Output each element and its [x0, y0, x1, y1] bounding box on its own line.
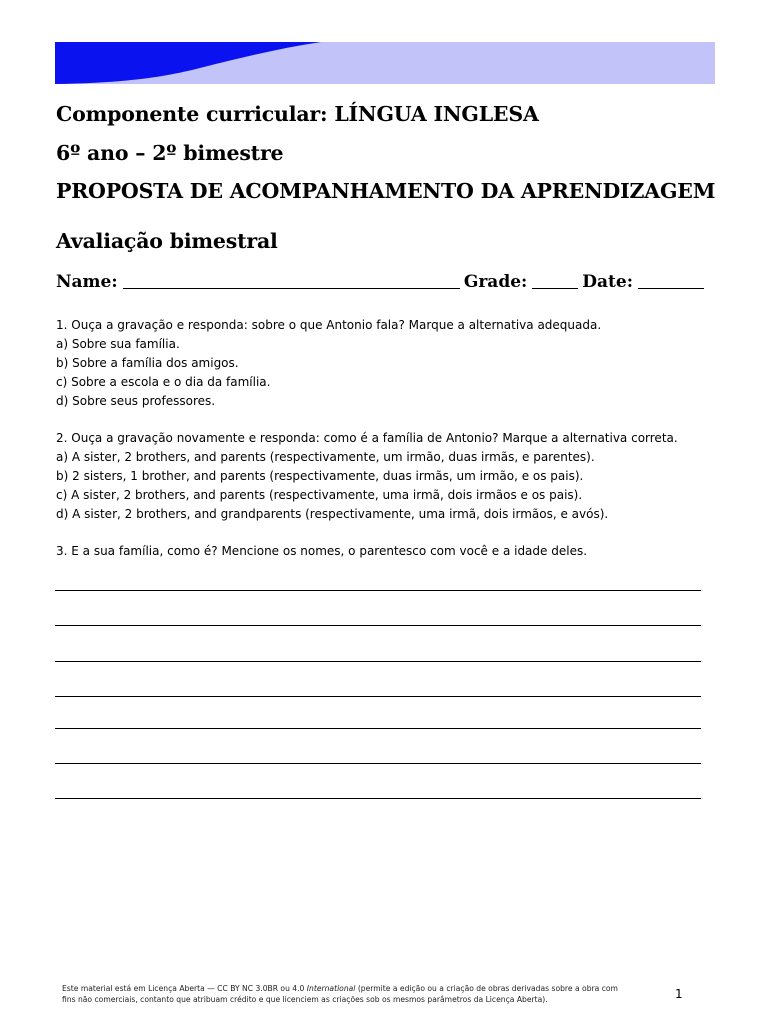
proposal-title: PROPOSTA DE ACOMPANHAMENTO DA APRENDIZAGEM [56, 179, 716, 203]
question-2 [56, 429, 716, 524]
license-footer [62, 983, 662, 1005]
question-2-option-c[interactable]: c) A sister, 2 brothers, and parents (respectivamente, uma irmã, dois irmãos e os pais). [56, 488, 583, 502]
license-text-line2: fins não comerciais, contanto que atribuam crédito e que licenciem as criações sob os mesmos parâmetros da Licença Aberta). [62, 995, 548, 1004]
answer-line[interactable] [55, 798, 701, 799]
grade-label: Grade: [463, 272, 528, 292]
name-field[interactable] [123, 272, 460, 289]
license-text-end: (permite a edição ou a criação de obras derivadas sobre a obra com [355, 984, 618, 993]
license-text-start: Este material está em Licença Aberta — CC BY NC 3.0BR ou 4.0 [62, 984, 307, 993]
question-1-option-d[interactable]: d) Sobre seus professores. [56, 394, 216, 408]
answer-line[interactable] [55, 728, 701, 729]
answer-line[interactable] [55, 763, 701, 764]
license-text-italic: International [306, 984, 356, 993]
question-2-option-b[interactable]: b) 2 sisters, 1 brother, and parents (respectivamente, duas irmãs, um irmão, e os pais). [56, 469, 584, 483]
answer-line[interactable] [55, 661, 701, 662]
answer-line[interactable] [55, 696, 701, 697]
question-1 [56, 316, 716, 411]
question-1-option-b[interactable]: b) Sobre a família dos amigos. [56, 356, 239, 370]
question-1-option-a[interactable]: a) Sobre sua família. [56, 337, 180, 351]
component-title: Componente curricular: LÍNGUA INGLESA [56, 102, 539, 126]
grade-field[interactable] [532, 272, 578, 289]
question-3-prompt: 3. E a sua família, como é? Mencione os nomes, o parentesco com você e a idade deles. [56, 544, 588, 558]
page-number: 1 [675, 987, 683, 1001]
question-2-option-d[interactable]: d) A sister, 2 brothers, and grandparents (respectivamente, uma irmã, dois irmãos, e avós). [56, 507, 609, 521]
question-1-prompt: 1. Ouça a gravação e responda: sobre o que Antonio fala? Marque a alternativa adequada. [56, 318, 602, 332]
header-banner [55, 42, 715, 84]
date-field[interactable] [638, 272, 704, 289]
year-title: 6º ano – 2º bimestre [56, 141, 284, 165]
answer-line[interactable] [55, 590, 701, 591]
question-2-option-a[interactable]: a) A sister, 2 brothers, and parents (respectivamente, um irmão, duas irmãs, e parentes). [56, 450, 595, 464]
name-label: Name: [56, 272, 118, 292]
question-2-prompt: 2. Ouça a gravação novamente e responda: como é a família de Antonio? Marque a alternativa correta. [56, 431, 678, 445]
question-3 [56, 542, 716, 561]
evaluation-title: Avaliação bimestral [56, 229, 278, 253]
date-label: Date: [582, 272, 633, 292]
answer-line[interactable] [55, 625, 701, 626]
student-info-row [56, 272, 704, 292]
question-1-option-c[interactable]: c) Sobre a escola e o dia da família. [56, 375, 271, 389]
